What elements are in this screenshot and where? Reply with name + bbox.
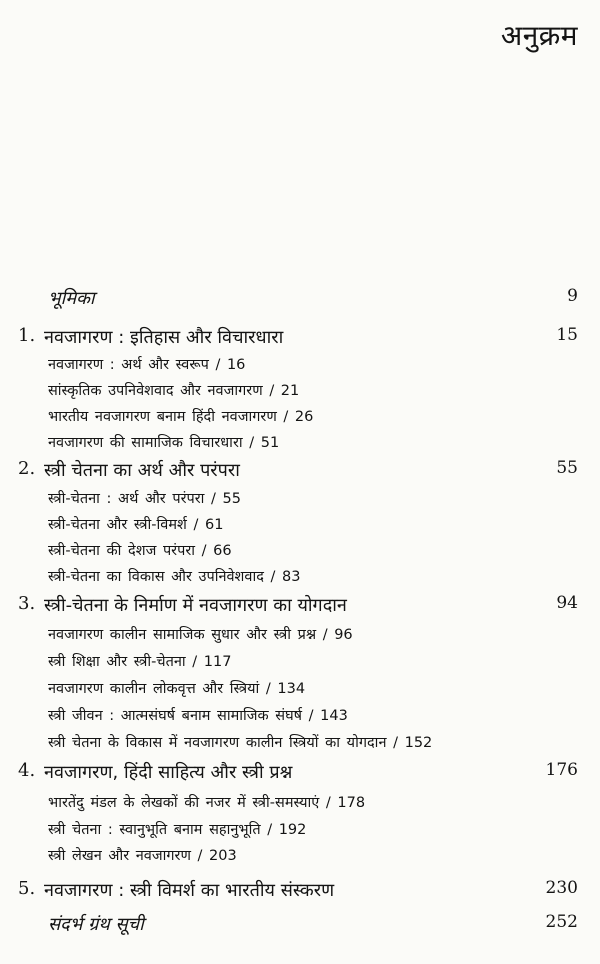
subsection-text: स्त्री-चेतना की देशज परंपरा / 66 xyxy=(48,543,232,559)
subsection-text: नवजागरण : अर्थ और स्वरूप / 16 xyxy=(48,357,246,373)
chapter-number: 2. xyxy=(18,458,36,479)
subsection-text: स्त्री-चेतना और स्त्री-विमर्श / 61 xyxy=(48,517,224,533)
chapter-page: 230 xyxy=(545,878,578,898)
bibliography-title: संदर्भ ग्रंथ सूची xyxy=(48,914,144,935)
subsection-text: स्त्री शिक्षा और स्त्री-चेतना / 117 xyxy=(48,654,232,670)
chapter-number: 5. xyxy=(18,878,36,899)
subsection-text: नवजागरण कालीन लोकवृत्त और स्त्रियां / 134 xyxy=(48,681,306,697)
bibliography-page: 252 xyxy=(545,912,578,932)
chapter-number: 4. xyxy=(18,760,36,781)
subsection-text: स्त्री जीवन : आत्मसंघर्ष बनाम सामाजिक संघर्ष / 143 xyxy=(48,708,348,724)
chapter-title: स्त्री चेतना का अर्थ और परंपरा xyxy=(44,460,240,481)
subsection-text: स्त्री चेतना के विकास में नवजागरण कालीन स्त्रियों का योगदान / 152 xyxy=(48,735,433,751)
chapter-title: नवजागरण : स्त्री विमर्श का भारतीय संस्करण xyxy=(44,880,335,901)
subsection-text: सांस्कृतिक उपनिवेशवाद और नवजागरण / 21 xyxy=(48,383,300,399)
subsection-text: भारतेंदु मंडल के लेखकों की नजर में स्त्री-समस्याएं / 178 xyxy=(48,795,366,811)
chapter-page: 15 xyxy=(556,325,578,345)
chapter-number: 1. xyxy=(18,325,36,346)
chapter-number: 3. xyxy=(18,593,36,614)
front-matter-title: भूमिका xyxy=(48,288,95,309)
subsection-text: स्त्री-चेतना : अर्थ और परंपरा / 55 xyxy=(48,491,241,507)
subsection-text: नवजागरण कालीन सामाजिक सुधार और स्त्री प्रश्न / 96 xyxy=(48,627,353,643)
subsection-text: स्त्री-चेतना का विकास और उपनिवेशवाद / 83 xyxy=(48,569,301,585)
chapter-page: 94 xyxy=(556,593,578,613)
subsection-text: भारतीय नवजागरण बनाम हिंदी नवजागरण / 26 xyxy=(48,409,314,425)
chapter-page: 55 xyxy=(556,458,578,478)
subsection-text: स्त्री लेखन और नवजागरण / 203 xyxy=(48,848,237,864)
subsection-text: नवजागरण की सामाजिक विचारधारा / 51 xyxy=(48,435,280,451)
chapter-title: स्त्री-चेतना के निर्माण में नवजागरण का योगदान xyxy=(44,595,347,616)
front-matter-page: 9 xyxy=(567,286,578,306)
page-title: अनुक्रम xyxy=(500,19,578,52)
chapter-title: नवजागरण : इतिहास और विचारधारा xyxy=(44,327,284,348)
chapter-title: नवजागरण, हिंदी साहित्य और स्त्री प्रश्न xyxy=(44,762,293,783)
chapter-page: 176 xyxy=(545,760,578,780)
subsection-text: स्त्री चेतना : स्वानुभूति बनाम सहानुभूति / 192 xyxy=(48,822,307,838)
